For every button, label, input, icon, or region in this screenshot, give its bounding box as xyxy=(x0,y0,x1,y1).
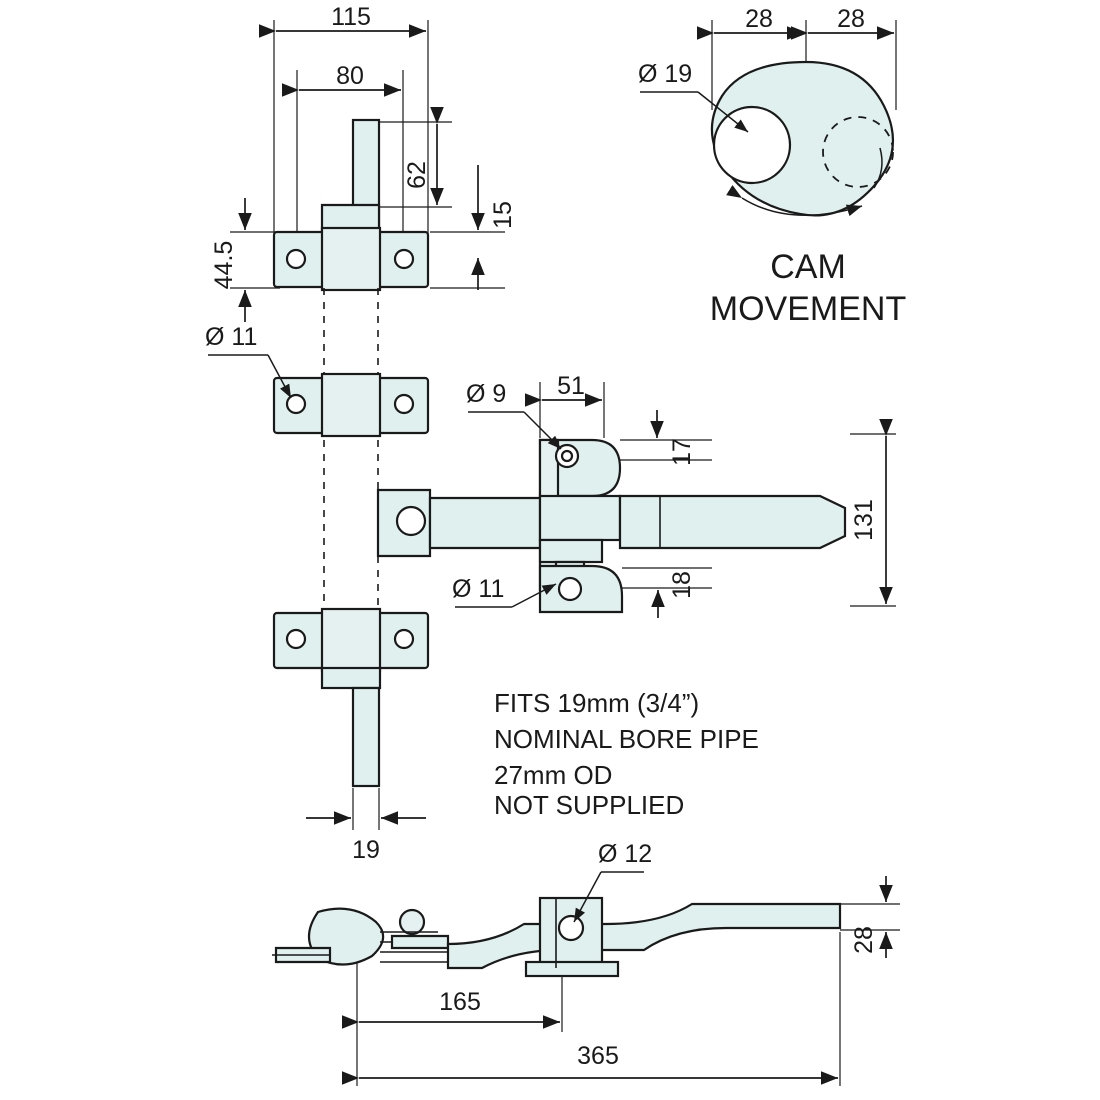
dim-17-label: 17 xyxy=(668,438,696,466)
dim-18 xyxy=(622,568,712,618)
cam-caption-line-2: MOVEMENT xyxy=(709,290,907,328)
dim-51-label: 51 xyxy=(557,372,585,400)
cam-movement-view xyxy=(638,5,906,328)
dim-side-28 xyxy=(840,876,900,958)
cam-bore-circle xyxy=(714,107,790,183)
callout-d9 xyxy=(466,380,561,449)
bracket-bottom xyxy=(274,609,428,786)
dim-15-label: 15 xyxy=(489,201,517,229)
dim-365-label: 365 xyxy=(577,1042,619,1070)
dim-18-label: 18 xyxy=(668,571,696,599)
note-line-4: NOT SUPPLIED xyxy=(494,790,685,820)
handle-tongue xyxy=(378,490,548,556)
notes-block xyxy=(494,688,759,820)
dim-165-label: 165 xyxy=(439,988,481,1016)
dim-115-label: 115 xyxy=(331,3,371,31)
bracket-top xyxy=(274,228,428,290)
bracket-middle xyxy=(274,374,428,436)
note-line-3: 27mm OD xyxy=(494,760,613,790)
cam-caption-line-1: CAM xyxy=(770,248,846,286)
handle-bar xyxy=(620,496,845,548)
dim-62 xyxy=(379,122,452,207)
dim-19-label: 19 xyxy=(352,836,380,864)
note-line-2: NOMINAL BORE PIPE xyxy=(494,724,759,754)
dim-cam-28-left-label: 28 xyxy=(745,5,773,33)
callout-d12-label: Ø 12 xyxy=(598,840,653,868)
dim-19 xyxy=(306,788,426,864)
dim-131 xyxy=(850,434,896,606)
dim-62-label: 62 xyxy=(403,161,431,189)
dim-17 xyxy=(620,410,712,466)
dim-cam-28-right-label: 28 xyxy=(837,5,865,33)
dim-44-5-label: 44.5 xyxy=(210,240,238,290)
side-elevation-view xyxy=(272,840,900,1086)
callout-d11-lower-label: Ø 11 xyxy=(452,575,505,603)
dim-44-5 xyxy=(210,198,280,322)
dim-80-label: 80 xyxy=(336,62,364,90)
side-bar xyxy=(448,904,840,968)
callout-d9-label: Ø 9 xyxy=(466,380,507,408)
dim-131-label: 131 xyxy=(850,499,878,541)
dim-side-28-label: 28 xyxy=(850,926,878,954)
callout-d11-top-label: Ø 11 xyxy=(205,323,258,351)
dim-15 xyxy=(430,165,517,290)
callout-cam-bore-label: Ø 19 xyxy=(638,60,693,88)
note-line-1: FITS 19mm (3/4”) xyxy=(494,688,700,718)
dim-51 xyxy=(540,372,604,438)
side-small-circle xyxy=(400,910,424,934)
